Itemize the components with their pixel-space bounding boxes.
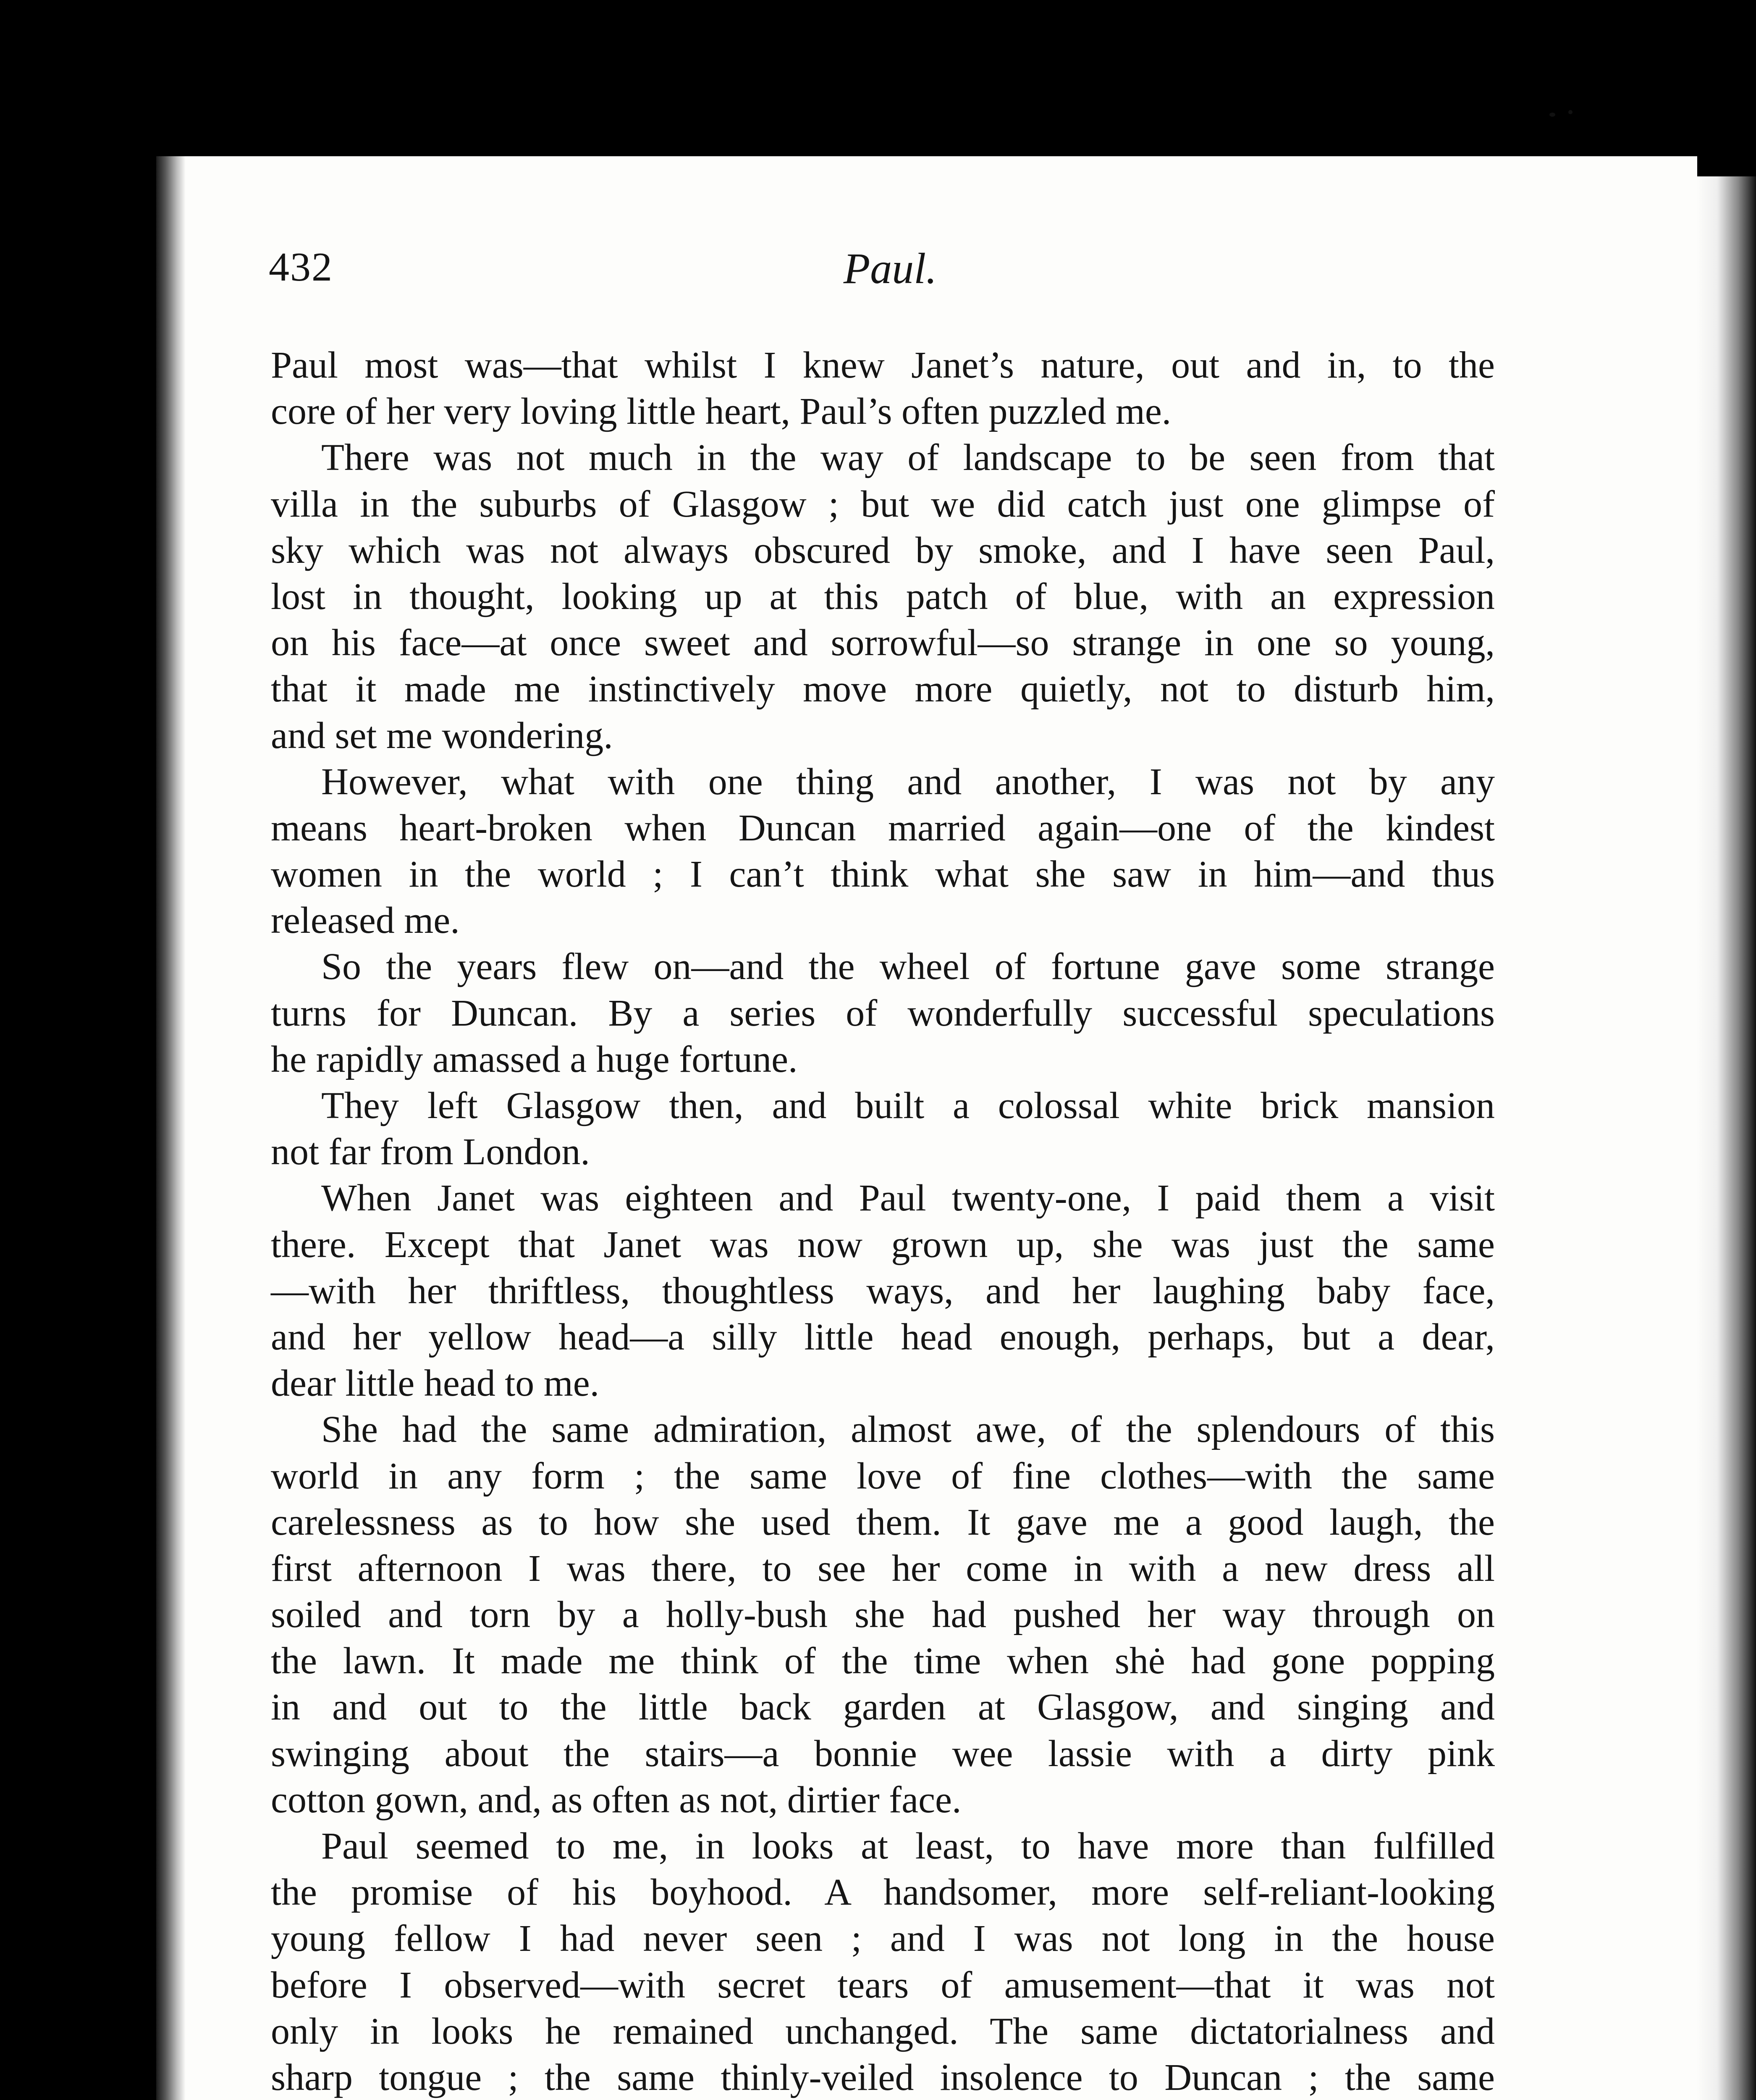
text-line: soiled and torn by a holly-bush she had pushed her way through on [271, 1594, 1495, 1636]
text-line: They left Glasgow then, and built a colossal white brick mansion [321, 1085, 1495, 1126]
body-text [271, 342, 1495, 2100]
text-line: in and out to the little back garden at Glasgow, and singing and [271, 1686, 1495, 1728]
running-title: Paul. [843, 244, 937, 293]
page-gutter-shadow [156, 156, 186, 2100]
scan-speck [1568, 110, 1573, 114]
text-line: villa in the suburbs of Glasgow ; but we did catch just one glimpse of [271, 483, 1495, 525]
text-line: women in the world ; I can’t think what she saw in him—and thus [271, 853, 1495, 895]
text-line: carelessness as to how she used them. It gave me a good laugh, the [271, 1501, 1495, 1543]
text-line: Paul seemed to me, in looks at least, to have more than fulfilled [321, 1825, 1495, 1867]
text-line: turns for Duncan. By a series of wonderfully successful speculations [271, 992, 1495, 1034]
text-line: When Janet was eighteen and Paul twenty-one, I paid them a visit [321, 1177, 1495, 1219]
text-line: She had the same admiration, almost awe, of the splendours of this [321, 1409, 1495, 1451]
text-line: dear little head to me. [271, 1362, 600, 1404]
scan-speck [1549, 113, 1555, 117]
text-line: and her yellow head—a silly little head enough, perhaps, but a dear, [271, 1316, 1495, 1358]
page-number: 432 [269, 244, 333, 290]
text-line: on his face—at once sweet and sorrowful—so strange in one so young, [271, 622, 1495, 664]
text-line: first afternoon I was there, to see her come in with a new dress all [271, 1547, 1495, 1589]
text-line: only in looks he remained unchanged. The same dictatorialness and [271, 2010, 1495, 2052]
text-line: world in any form ; the same love of fine clothes—with the same [271, 1455, 1495, 1497]
text-line: released me. [271, 900, 460, 942]
text-line: —with her thriftless, thoughtless ways, and her laughing baby face, [271, 1270, 1495, 1312]
text-line: and set me wondering. [271, 714, 613, 756]
running-head [269, 244, 1512, 294]
text-line: there. Except that Janet was now grown up, she was just the same [271, 1223, 1495, 1265]
text-line: lost in thought, looking up at this patch of blue, with an expression [271, 575, 1495, 617]
text-line: before I observed—with secret tears of amusement—that it was not [271, 1964, 1495, 2006]
text-line: So the years flew on—and the wheel of fortune gave some strange [321, 946, 1495, 988]
text-line: swinging about the stairs—a bonnie wee lassie with a dirty pink [271, 1732, 1495, 1774]
text-line: young fellow I had never seen ; and I was not long in the house [271, 1918, 1495, 1960]
text-line: he rapidly amassed a huge fortune. [271, 1038, 798, 1080]
text-line: the lawn. It made me think of the time when shė had gone popping [271, 1640, 1495, 1682]
text-line: cotton gown, and, as often as not, dirtier face. [271, 1779, 962, 1821]
text-line: Paul most was—that whilst I knew Janet’s nature, out and in, to the [271, 344, 1495, 386]
page-edge-right [1696, 176, 1756, 2100]
text-line: core of her very loving little heart, Paul’s often puzzled me. [271, 391, 1172, 433]
text-line: not far from London. [271, 1131, 590, 1173]
text-line: means heart-broken when Duncan married again—one of the kindest [271, 807, 1495, 849]
text-line: sky which was not always obscured by smoke, and I have seen Paul, [271, 529, 1495, 571]
text-line: the promise of his boyhood. A handsomer, more self-reliant-looking [271, 1872, 1495, 1914]
text-line: There was not much in the way of landscape to be seen from that [321, 437, 1495, 479]
text-line: However, what with one thing and another, I was not by any [321, 761, 1495, 803]
text-line: sharp tongue ; the same thinly-veiled insolence to Duncan ; the same [271, 2056, 1495, 2098]
text-line: that it made me instinctively move more quietly, not to disturb him, [271, 668, 1495, 710]
